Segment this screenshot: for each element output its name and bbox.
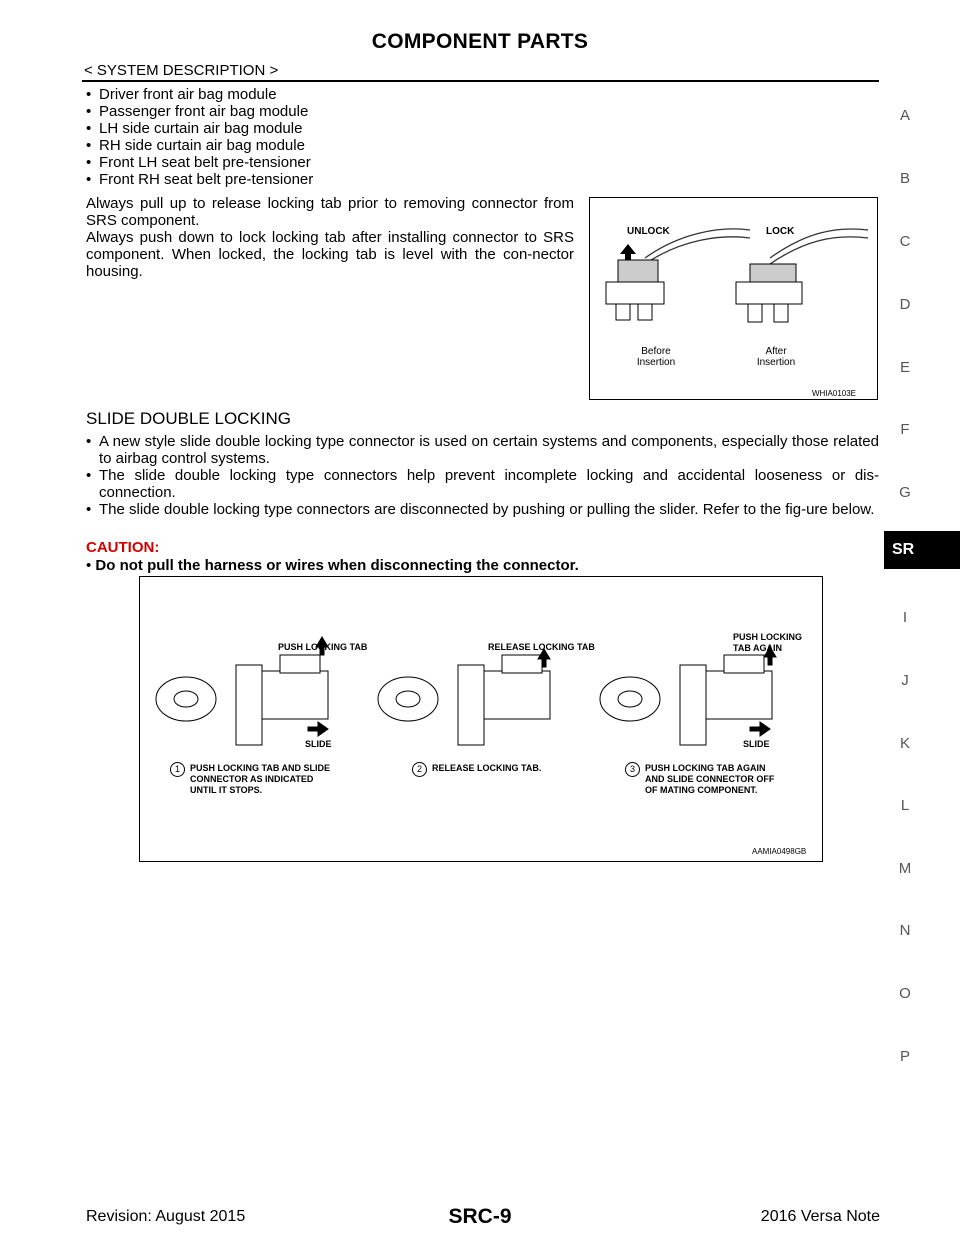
paragraph-unlock: Always pull up to release locking tab prior to removing connector from SRS component.	[86, 195, 574, 229]
caution-text: Do not pull the harness or wires when disconnecting the connector.	[95, 557, 579, 574]
figure-code: AAMIA0498GB	[752, 847, 807, 856]
caution-label: CAUTION:	[86, 539, 160, 556]
side-index-k[interactable]: K	[899, 735, 910, 752]
side-index-l[interactable]: L	[900, 797, 910, 814]
header-divider	[82, 80, 879, 82]
side-index-g[interactable]: G	[899, 484, 911, 501]
section-heading: SLIDE DOUBLE LOCKING	[86, 409, 292, 428]
list-item: • A new style slide double locking type connector is used on certain systems and components, especially those related to airbag control systems.	[86, 433, 879, 467]
step-3-text: PUSH LOCKING TAB AGAIN AND SLIDE CONNECTOR OFF OF MATING COMPONENT.	[645, 763, 775, 795]
side-index-f[interactable]: F	[900, 421, 910, 438]
side-index-p[interactable]: P	[899, 1048, 910, 1065]
side-index-n[interactable]: N	[899, 922, 911, 939]
step-number: 3	[625, 762, 640, 777]
slide-locking-list	[86, 433, 879, 518]
side-tab-active[interactable]: SR	[884, 531, 960, 569]
list-item: • Front RH seat belt pre-tensioner	[86, 171, 313, 188]
caution-item	[86, 557, 579, 574]
step-1-text: PUSH LOCKING TAB AND SLIDE CONNECTOR AS INDICATED UNTIL IT STOPS.	[190, 763, 331, 795]
page-title: COMPONENT PARTS	[371, 30, 589, 53]
step-number: 2	[412, 762, 427, 777]
step-2-text: RELEASE LOCKING TAB.	[432, 763, 542, 773]
release-locking-tab-label: RELEASE LOCKING TAB	[488, 642, 595, 652]
model-label: 2016 Versa Note	[760, 1208, 880, 1225]
side-index-m[interactable]: M	[898, 860, 912, 877]
paragraph-lock: Always push down to lock locking tab after installing connector to SRS component. When locked, the locking tab is level with the con-nector housing.	[86, 229, 574, 280]
slide-label: SLIDE	[743, 739, 770, 749]
revision-label: Revision: August 2015	[86, 1208, 246, 1225]
side-index-d[interactable]: D	[899, 296, 911, 313]
connector-lock-figure	[589, 197, 878, 400]
after-insertion-label: After Insertion	[756, 346, 796, 368]
slide-label: SLIDE	[305, 739, 332, 749]
side-index-o[interactable]: O	[899, 985, 911, 1002]
figure-code: WHIA0103E	[812, 389, 857, 398]
side-index-b[interactable]: B	[899, 170, 910, 187]
component-list	[86, 86, 313, 188]
push-locking-tab-again-label: PUSH LOCKING TAB AGAIN	[733, 632, 803, 653]
slide-locking-figure	[139, 576, 823, 862]
side-index-i[interactable]: I	[902, 609, 908, 626]
section-label: < SYSTEM DESCRIPTION >	[84, 62, 279, 79]
list-item: • The slide double locking type connectors help prevent incomplete locking and accidental looseness or dis-connection.	[86, 467, 879, 501]
step-number: 1	[170, 762, 185, 777]
list-item: • RH side curtain air bag module	[86, 137, 313, 154]
lock-label: LOCK	[766, 226, 795, 237]
list-item: • LH side curtain air bag module	[86, 120, 313, 137]
caution-bullet: •	[86, 557, 96, 574]
side-index-a[interactable]: A	[899, 107, 910, 124]
list-item: • The slide double locking type connectors are disconnected by pushing or pulling the slider. Refer to the fig-ure below.	[86, 501, 879, 518]
side-index-e[interactable]: E	[899, 359, 910, 376]
page-number: SRC-9	[448, 1205, 512, 1228]
list-item: • Front LH seat belt pre-tensioner	[86, 154, 313, 171]
push-locking-tab-label: PUSH LOCKING TAB	[278, 642, 368, 652]
side-index-j[interactable]: J	[901, 672, 909, 689]
before-insertion-label: Before Insertion	[636, 346, 676, 368]
slide-connector-illustration	[140, 577, 821, 860]
side-index-c[interactable]: C	[899, 233, 911, 250]
list-item: • Driver front air bag module	[86, 86, 313, 103]
unlock-label: UNLOCK	[627, 226, 670, 237]
list-item: • Passenger front air bag module	[86, 103, 313, 120]
